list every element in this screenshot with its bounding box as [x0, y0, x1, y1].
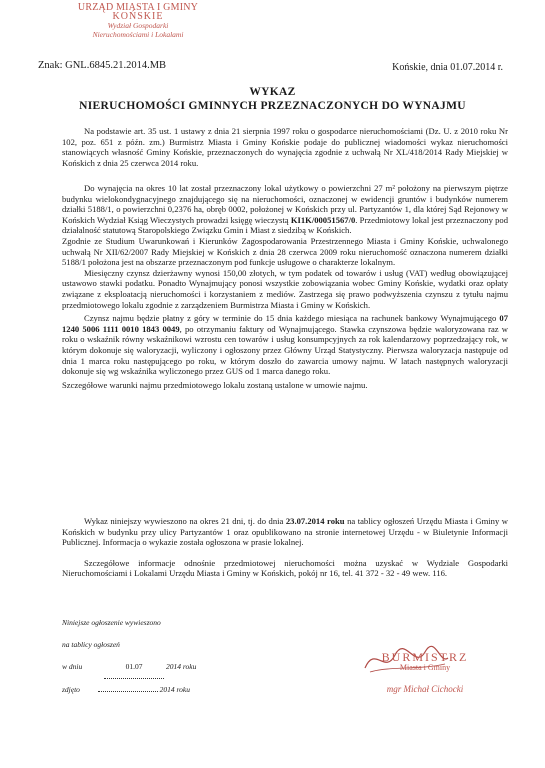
mayor-name: mgr Michał Cichocki — [386, 684, 464, 694]
posting-body — [62, 516, 508, 579]
stamp-line-department: Wydział Gospodarki — [107, 21, 169, 30]
posting-record-line1: Niniejsze ogłoszenie wywieszono — [62, 618, 161, 627]
land-register-number: KI1K/00051567/0 — [290, 214, 356, 225]
posting-record-line2: na tablicy ogłoszeń — [62, 640, 120, 649]
document-date: Końskie, dnia 01.07.2014 r. — [392, 62, 503, 73]
removal-date-label: zdjęto — [62, 685, 80, 694]
posting-date-suffix: 2014 roku — [165, 662, 197, 671]
posting-date-row — [62, 656, 196, 679]
paragraph-posting — [62, 516, 508, 548]
removal-date-suffix: 2014 roku — [159, 685, 191, 694]
posting-date-label: w dniu — [62, 662, 83, 671]
mayor-subtitle: Miasta i Gminy — [399, 663, 451, 672]
office-stamp — [48, 3, 228, 39]
intro-paragraph — [62, 126, 508, 168]
document-title: WYKAZ — [249, 86, 296, 98]
stamp-line-city: KOŃSKIE — [112, 11, 164, 22]
reference-number: Znak: GNL.6845.21.2014.MB — [38, 60, 167, 71]
premises-text-b: . Przedmiotowy lokal jest przeznaczony pod działalność statutową Staropolskiego Związku Gmin i Miast z siedzibą w Końskich. — [62, 214, 508, 236]
stamp-line-office: URZĄD MIASTA I GMINY — [77, 2, 199, 13]
payment-text-a: Czynsz najmu będzie płatny z góry w terminie do 15 dnia każdego miesiąca na rachunek bankowy Wynajmującego — [84, 313, 500, 324]
posting-record — [62, 612, 196, 701]
posting-text-b: na tablicy ogłoszeń Urzędu Miasta i Gminy w Końskich w budynku przy ulicy Partyzantów 1 oraz opublikowano na stronie internetowej Urzędu - w Biuletynie Informacji Publicznej. Informacja o wykazie została ogłoszona w prasie lokalnej. — [62, 516, 508, 548]
premises-text-a: Do wynajęcia na okres 10 lat został przeznaczony lokal użytkowy o powierzchni 27 m² położony na pierwszym piętrze budynku wielokondygnacyjnego znajdującego się na nieruchomości, oznaczonej w ewidencji gruntów i budynków numerem działki 5188/1, o powierzchni 0,2376 ha, obręb 0002, położonej w Końskich przy ul. Partyzantów 1, dla której Sąd Rejonowy w Końskich Wydział Ksiąg Wieczystych prowadzi księgę wieczystą — [62, 183, 508, 225]
main-body — [62, 183, 508, 390]
mayor-title: BURMISTRZ — [381, 650, 469, 664]
payment-text-b: , po otrzymaniu faktury od Wynajmującego. Stawka czynszowa będzie waloryzowana raz w roku o wskaźnik równy wskaźnikowi wzrostu cen towarów i usług konsumpcyjnych za rok kalendarzowy poprzedzający rok, w którym dokonuje się waloryzacji, wyliczony i ogłoszony przez Główny Urząd Statystyczny. Pierwsza waloryzacja następuje od dnia 1 marca roku następującego po roku, w którym doszło do zawarcia umowy najmu. W latach następnych waloryzacji dokonuje się wg wskaźnika wyliczonego przez GUS od 1 marca danego roku. — [62, 323, 508, 377]
document-subtitle: NIERUCHOMOŚCI GMINNYCH PRZEZNACZONYCH DO WYNAJMU — [79, 100, 466, 112]
bank-account-number: 07 1240 5006 1111 0010 1843 0049 — [62, 313, 508, 334]
removal-date-row — [62, 679, 196, 701]
stamp-line-department-2: Nieruchomościami i Lokalami — [92, 30, 184, 39]
paragraph-contact: Szczegółowe informacje odnośnie przedmiotowej nieruchomości można uzyskać w Wydziale Gospodarki Nieruchomościami i Lokalami Urzędu Miasta i Gminy w Końskich, pokój nr 16, tel. 41 372 - 32 - 49 wew. 116. — [62, 557, 508, 579]
paragraph-payment — [62, 313, 508, 377]
paragraph-terms: Szczegółowe warunki najmu przedmiotowego lokalu zostaną ustalone w umowie najmu. — [62, 379, 368, 390]
paragraph-rent: Miesięczny czynsz dzierżawny wynosi 150,00 złotych, w tym podatek od towarów i usług (VAT) według obowiązującej ustawowo stawki podatku. Ponadto Wynajmujący ponosi wszystkie zobowiązania wobec Gminy Końskie, wydatki oraz opłaty związane z eksploatacją nieruchomości i korzystaniem z mediów. Zastrzega się prawo podwyższenia czynszu z tytułu najmu przedmiotowego lokalu zgodnie z zarządzeniem Burmistrza Miasta i Gminy w Końskich. — [62, 267, 508, 310]
paragraph-premises — [62, 183, 508, 236]
paragraph-legal-basis: Na podstawie art. 35 ust. 1 ustawy z dnia 21 sierpnia 1997 roku o gospodarce nieruchomościami (Dz. U. z 2010 roku Nr 102, poz. 651 z późn. zm.) Burmistrz Miasta i Gminy Końskie podaje do publicznej wiadomości wykaz nieruchomości stanowiących własność Gminy Końskie, przeznaczonych do wynajęcia zgodnie z uchwałą Nr XL/418/2014 Rady Miejskiej w Końskich z dnia 25 czerwca 2014 roku. — [62, 126, 508, 168]
posting-date-value: 01.07 — [104, 656, 164, 679]
paragraph-zoning: Zgodnie ze Studium Uwarunkowań i Kierunków Zagospodarowania Przestrzennego Miasta i Gminy Końskie, uchwalonego uchwałą Nr XII/62/2007 Rady Miejskiej w Końskich z dnia 28 czerwca 2009 roku nieruchomość oznaczona numerem działki 5188/1 położona jest na obszarze przeznaczonym pod funkcje usługowe o charakterze lokalnym. — [62, 235, 508, 268]
mayor-signature-block — [340, 650, 510, 694]
posting-text-a: Wykaz niniejszy wywieszono na okres 21 dni, tj. do dnia — [84, 516, 286, 526]
posting-end-date: 23.07.2014 roku — [285, 516, 345, 526]
removal-date-value — [98, 691, 158, 692]
